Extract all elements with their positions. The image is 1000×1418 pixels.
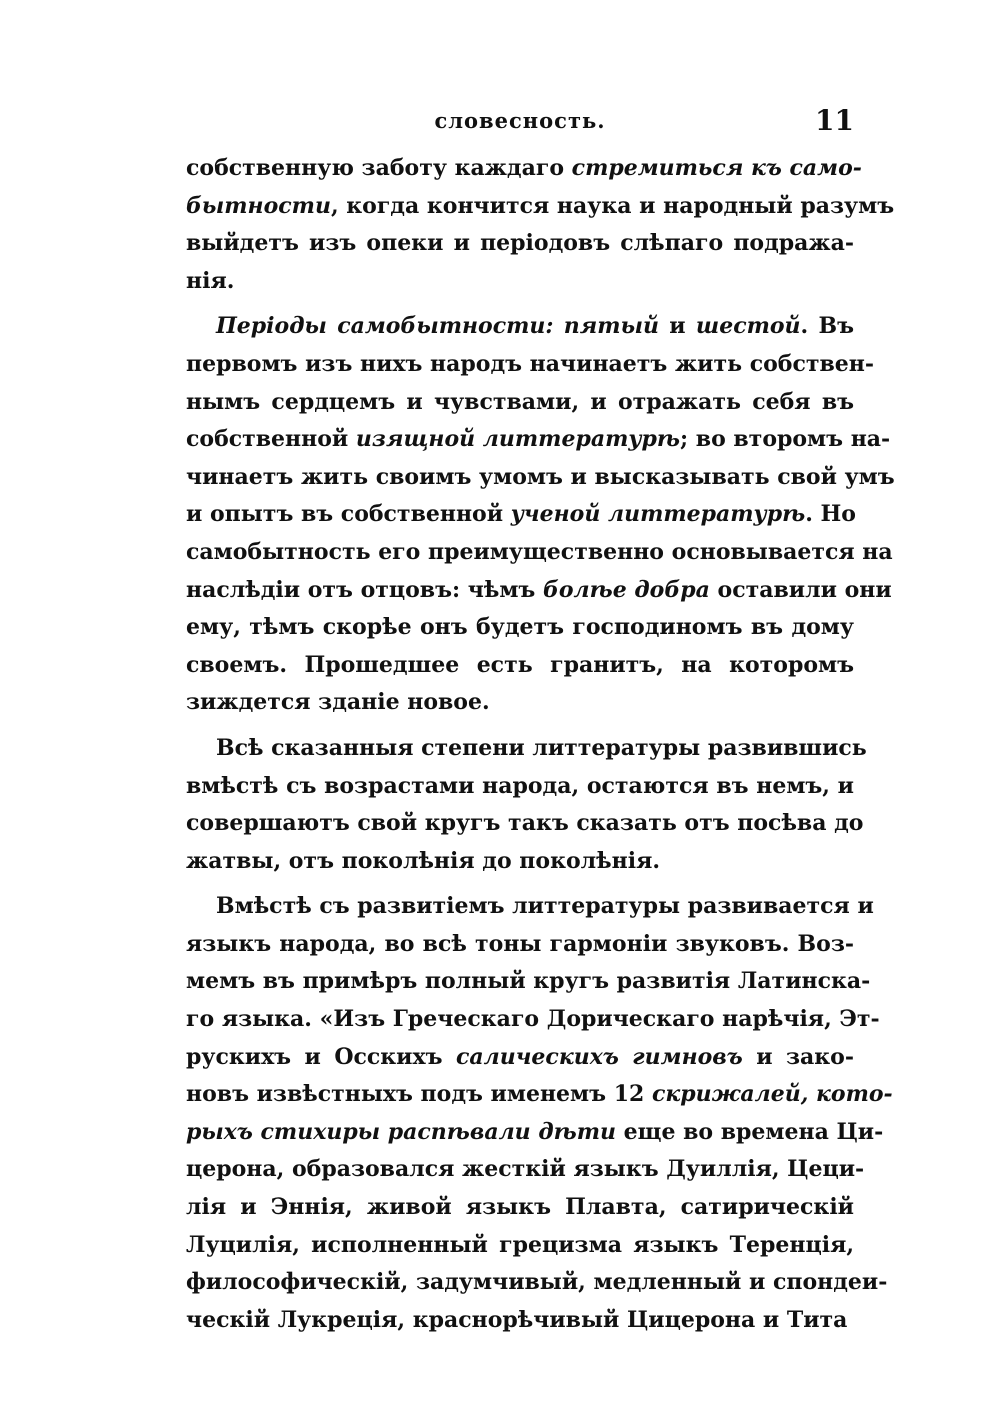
text-line [186, 308, 854, 346]
text-line [186, 684, 854, 722]
text-run: и зако- [742, 1043, 854, 1070]
italic-run: рыхъ стихиры распѣвали дѣти [186, 1118, 616, 1145]
paragraph-gap [186, 300, 854, 308]
text-line [186, 1264, 888, 1302]
italic-run: болѣе добра [542, 576, 710, 603]
text-run: зиждется зданіе новое. [186, 689, 490, 716]
text-run: ему, тѣмъ скорѣе онъ будетъ господиномъ въ дому [186, 614, 854, 641]
text-run: и опытъ въ собственной [186, 501, 511, 528]
text-line [186, 730, 867, 768]
italic-run: салическихъ гимновъ [455, 1043, 743, 1070]
text-line [186, 843, 854, 881]
text-line [186, 1227, 854, 1265]
text-line [186, 150, 862, 188]
text-run: языкъ народа, во всѣ тоны гармоніи звуковъ. Воз- [186, 930, 854, 957]
text-line [186, 572, 892, 610]
text-line [186, 1151, 865, 1189]
text-run: философическій, задумчивый, медленный и спондеи- [186, 1269, 888, 1296]
text-line [186, 1039, 854, 1077]
text-line [186, 1076, 893, 1114]
text-run: новъ извѣстныхъ подъ именемъ 12 [186, 1081, 652, 1108]
text-run: нія. [186, 267, 235, 294]
text-run: Вмѣстѣ съ развитіемъ литтературы развивается и [216, 893, 874, 920]
text-run: ; во второмъ на- [680, 426, 891, 453]
running-head: словесность. [434, 108, 606, 133]
text-line [186, 609, 854, 647]
text-run: наслѣдіи отъ отцовъ: чѣмъ [186, 576, 543, 603]
text-run: и [658, 313, 696, 340]
text-line [186, 496, 854, 534]
italic-run: Періоды самобытности: пятый [216, 313, 659, 340]
text-line [186, 263, 854, 301]
text-run: первомъ изъ нихъ народъ начинаетъ жить собствен- [186, 350, 875, 377]
text-run: собственной [186, 426, 356, 453]
text-run: собственную заботу каждаго [186, 155, 572, 181]
text-run: рускихъ и Осскихъ [186, 1043, 456, 1070]
text-run: лія и Эннія, живой языкъ Плавта, сатирическій [186, 1194, 854, 1221]
page-number: 11 [815, 104, 854, 137]
text-run: нымъ сердцемъ и чувствами, и отражать себя въ [186, 388, 854, 415]
text-run: чинаетъ жить своимъ умомъ и высказывать свой умъ [186, 463, 895, 490]
italic-run: ученой литтературѣ [510, 501, 806, 528]
text-run: оставили они [709, 576, 892, 603]
text-line [186, 346, 875, 384]
text-run: вмѣстѣ съ возрастами народа, остаются въ немъ, и [186, 772, 854, 799]
text-line [186, 963, 871, 1001]
body-text [186, 150, 895, 1339]
text-line [186, 534, 893, 572]
text-run: го языка. «Изъ Греческаго Дорическаго нарѣчія, Эт- [186, 1006, 880, 1033]
text-run: еще во времена Ци- [616, 1118, 884, 1145]
text-run: жатвы, отъ поколѣнія до поколѣнія. [186, 847, 660, 874]
italic-run: стремиться къ само- [571, 155, 862, 181]
text-line [186, 1302, 854, 1340]
text-line [186, 1189, 854, 1227]
italic-run: изящной литтературѣ [355, 426, 680, 453]
text-line [186, 384, 854, 422]
text-line [186, 888, 874, 926]
text-line [186, 188, 895, 226]
italic-run: шестой [695, 313, 801, 340]
text-line [186, 459, 895, 497]
text-line [186, 421, 891, 459]
text-run: . Въ [800, 313, 854, 340]
text-line [186, 805, 864, 843]
text-run: совершаютъ свой кругъ такъ сказать отъ посѣва до [186, 810, 864, 837]
paragraph-gap [186, 880, 854, 888]
italic-run: скрижалей, кото- [651, 1081, 893, 1108]
text-run: . Но [805, 501, 856, 528]
text-line [186, 225, 854, 263]
text-run: мемъ въ примѣръ полный кругъ развитія Латинска- [186, 968, 871, 995]
text-run: , когда кончится наука и народный разумъ [330, 192, 895, 219]
text-run: выйдетъ изъ опеки и періодовъ слѣпаго подража- [186, 230, 854, 257]
text-run: самобытность его преимущественно основывается на [186, 538, 893, 565]
text-run: церона, образовался жесткій языкъ Дуиллія, Цеци- [186, 1156, 865, 1183]
italic-run: бытности [186, 192, 331, 219]
text-line [186, 768, 854, 806]
page-header [186, 104, 854, 144]
text-run: ческій Лукреція, краснорѣчивый Цицерона и Тита [186, 1306, 848, 1333]
text-line [186, 1114, 884, 1152]
paragraph-gap [186, 722, 854, 730]
text-run: своемъ. Прошедшее есть гранитъ, на которомъ [186, 651, 854, 678]
text-line [186, 647, 854, 685]
text-run: Всѣ сказанныя степени литтературы развившись [216, 734, 867, 761]
text-run: Луцилія, исполненный грецизма языкъ Теренція, [186, 1231, 854, 1258]
text-line [186, 926, 854, 964]
text-line [186, 1001, 880, 1039]
